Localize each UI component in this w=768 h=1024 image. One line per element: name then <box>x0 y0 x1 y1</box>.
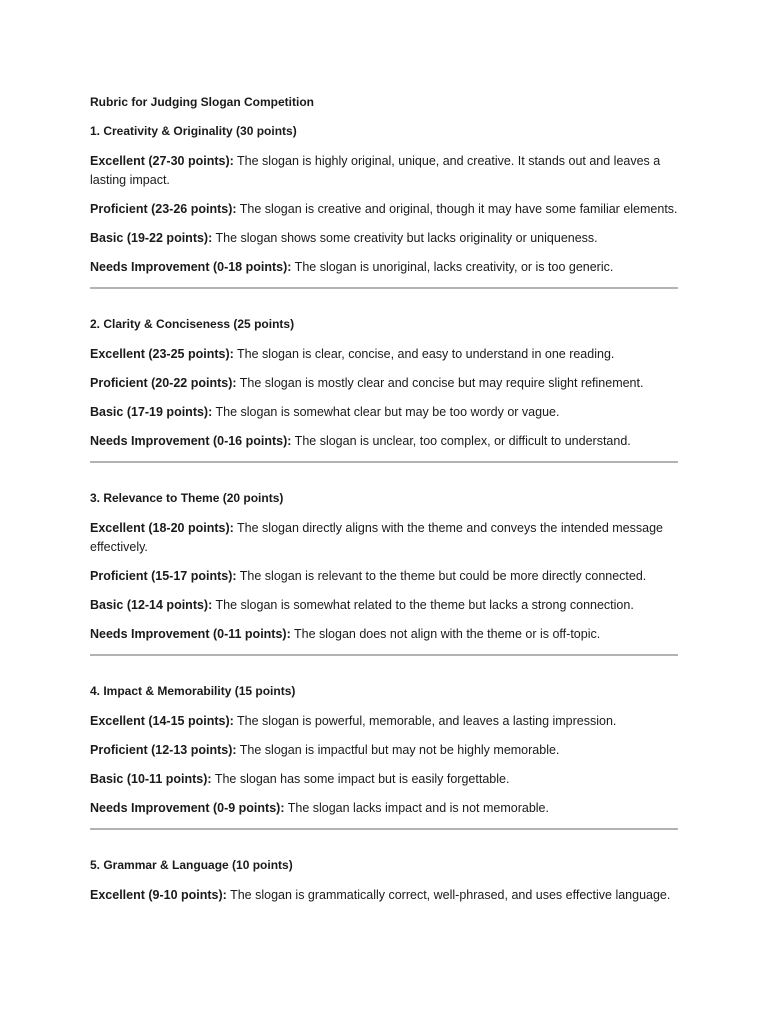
criterion-level <box>90 799 680 818</box>
level-name: Needs Improvement (0-9 points): <box>90 801 285 815</box>
level-name: Proficient (12-13 points): <box>90 743 237 757</box>
criterion-level <box>90 229 680 248</box>
criterion-level <box>90 152 680 190</box>
level-description: The slogan is creative and original, though it may have some familiar elements. <box>236 202 678 216</box>
criterion-level <box>90 567 680 586</box>
level-description: The slogan is powerful, memorable, and leaves a lasting impression. <box>233 714 617 728</box>
rubric-section-grammar <box>90 857 680 905</box>
section-heading: 2. Clarity & Conciseness (25 points) <box>90 317 295 331</box>
criterion-level <box>90 886 680 905</box>
level-description: The slogan is impactful but may not be highly memorable. <box>236 743 560 757</box>
criterion-level <box>90 625 680 644</box>
level-name: Proficient (15-17 points): <box>90 569 237 583</box>
level-description: The slogan is highly original, unique, and creative. It stands out and leaves a lasting impact. <box>90 154 661 187</box>
criterion-level <box>90 741 680 760</box>
level-name: Excellent (14-15 points): <box>90 714 234 728</box>
criterion-level <box>90 770 680 789</box>
section-heading: 3. Relevance to Theme (20 points) <box>90 491 284 505</box>
criterion-level <box>90 200 680 219</box>
section-heading: 1. Creativity & Originality (30 points) <box>90 124 297 138</box>
level-name: Basic (19-22 points): <box>90 231 213 245</box>
level-name: Excellent (18-20 points): <box>90 521 234 535</box>
level-name: Excellent (23-25 points): <box>90 347 234 361</box>
level-name: Excellent (9-10 points): <box>90 888 227 902</box>
rubric-section-impact <box>90 683 680 818</box>
level-name: Basic (10-11 points): <box>90 772 212 786</box>
rubric-section-clarity <box>90 316 680 451</box>
level-description: The slogan shows some creativity but lacks originality or uniqueness. <box>212 231 598 245</box>
section-heading: 4. Impact & Memorability (15 points) <box>90 684 296 698</box>
level-description: The slogan is unoriginal, lacks creativity, or is too generic. <box>291 260 614 274</box>
criterion-level <box>90 596 680 615</box>
criterion-level <box>90 374 680 393</box>
section-divider <box>90 654 678 656</box>
document-page <box>90 94 680 915</box>
level-description: The slogan is grammatically correct, well-phrased, and uses effective language. <box>226 888 671 902</box>
level-description: The slogan lacks impact and is not memorable. <box>284 801 549 815</box>
criterion-level <box>90 519 680 557</box>
level-description: The slogan is mostly clear and concise but may require slight refinement. <box>236 376 644 390</box>
section-divider <box>90 461 678 463</box>
level-description: The slogan directly aligns with the theme and conveys the intended message effectively. <box>90 521 663 554</box>
level-name: Needs Improvement (0-11 points): <box>90 627 291 641</box>
section-divider <box>90 828 678 830</box>
level-name: Basic (17-19 points): <box>90 405 213 419</box>
level-name: Needs Improvement (0-16 points): <box>90 434 292 448</box>
level-description: The slogan is somewhat related to the theme but lacks a strong connection. <box>212 598 634 612</box>
section-heading: 5. Grammar & Language (10 points) <box>90 858 293 872</box>
level-description: The slogan does not align with the theme or is off-topic. <box>290 627 601 641</box>
level-name: Basic (12-14 points): <box>90 598 213 612</box>
level-name: Proficient (20-22 points): <box>90 376 237 390</box>
criterion-level <box>90 403 680 422</box>
level-name: Excellent (27-30 points): <box>90 154 234 168</box>
level-description: The slogan is clear, concise, and easy to understand in one reading. <box>233 347 615 361</box>
level-description: The slogan is unclear, too complex, or difficult to understand. <box>291 434 631 448</box>
document-title: Rubric for Judging Slogan Competition <box>90 95 314 109</box>
level-name: Needs Improvement (0-18 points): <box>90 260 292 274</box>
section-divider <box>90 287 678 289</box>
level-description: The slogan is relevant to the theme but could be more directly connected. <box>236 569 647 583</box>
rubric-section-relevance <box>90 490 680 644</box>
rubric-section-creativity <box>90 123 680 277</box>
criterion-level <box>90 258 680 277</box>
level-description: The slogan has some impact but is easily forgettable. <box>211 772 510 786</box>
criterion-level <box>90 712 680 731</box>
criterion-level <box>90 345 680 364</box>
level-description: The slogan is somewhat clear but may be too wordy or vague. <box>212 405 560 419</box>
level-name: Proficient (23-26 points): <box>90 202 237 216</box>
criterion-level <box>90 432 680 451</box>
